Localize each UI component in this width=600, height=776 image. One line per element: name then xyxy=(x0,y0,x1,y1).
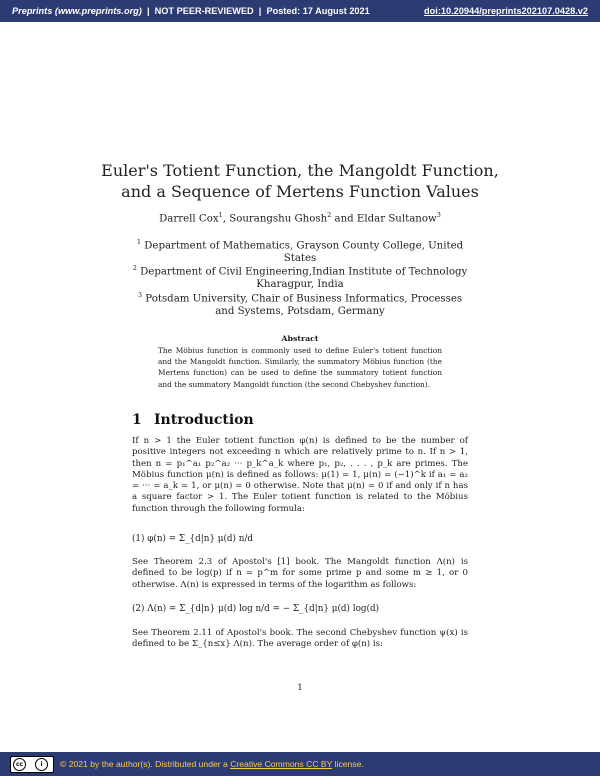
affiliation-1: $^1$ Department of Mathematics, Grayson County College, United States xyxy=(136,238,464,264)
equation-2: (2) Λ(n) = Σ_{d|n} μ(d) log n/d = − Σ_{d|n} μ(d) log(d) xyxy=(132,604,380,614)
author-2: Sourangshu Ghosh xyxy=(229,213,328,225)
preprint-header-bar: Preprints (www.preprints.org) | NOT PEER-REVIEWED | Posted: 17 August 2021 doi:10.20944/preprints202107.0428.v2 xyxy=(0,0,600,22)
posted-date: Posted: 17 August 2021 xyxy=(266,6,370,16)
preprints-link[interactable]: Preprints (www.preprints.org) xyxy=(12,6,142,16)
doi-link[interactable]: doi:10.20944/preprints202107.0428.v2 xyxy=(424,6,588,16)
equation-1: (1) φ(n) = Σ_{d|n} μ(d) n/d xyxy=(132,534,254,544)
page-number: 1 xyxy=(297,683,303,693)
abstract-text: The Möbius function is commonly used to define Euler's totient function and the Mangoldt function. Similarly, the summatory Möbius function (the Mertens function) can be used to define the summatory totient function and the summatory Mangoldt function (the second Chebyshev function). xyxy=(158,346,442,389)
cc-by-license-icon[interactable]: cc i xyxy=(10,756,54,773)
abstract-heading: Abstract xyxy=(281,334,319,343)
paragraph-2: See Theorem 2.3 of Apostol's [1] book. The Mangoldt function Λ(n) is defined to be log(p) if n = p^m for some prime p and some m ≥ 1, or 0 otherwise. Λ(n) is expressed in terms of the logarithm as follows: xyxy=(132,557,468,590)
author-3: Eldar Sultanow xyxy=(356,213,437,225)
affiliation-3: $^3$ Potsdam University, Chair of Business Informatics, Processes and Systems, Potsdam, Germany xyxy=(137,291,463,317)
peer-review-status: NOT PEER-REVIEWED xyxy=(154,6,254,16)
creative-commons-link[interactable]: Creative Commons CC BY xyxy=(230,759,333,769)
license-footer: cc i © 2021 by the author(s). Distributed under a Creative Commons CC BY license. xyxy=(0,752,600,776)
author-list: Darrell Cox$^1$, Sourangshu Ghosh$^2$ and Eldar Sultanow$^3$ xyxy=(159,211,441,225)
paragraph-1: If n > 1 the Euler totient function φ(n) is defined to be the number of positive integers not exceeding n which are relatively prime to n. If n > 1, then n = p₁^a₁ p₂^a₂ ··· p_k^a_k where p₁, p₂, . . . , p_k are primes. The Möbius function μ(n) is defined as follows: μ(1) = 1, μ(n) = (−1)^k if a₁ = a₂ = ··· = a_k = 1, or μ(n) = 0 otherwise. Note that μ(n) = 0 if and only if n has a square factor > 1. The Euler totient function is related to the Möbius function through the following formula: xyxy=(132,436,468,514)
paper-title: Euler's Totient Function, the Mangoldt Function, and a Sequence of Mertens Function Values xyxy=(101,161,499,201)
paragraph-3: See Theorem 2.11 of Apostol's book. The second Chebyshev function ψ(x) is defined to be Σ_{n≤x} Λ(n). The average order of φ(n) is: xyxy=(132,628,468,650)
section-heading: 1 Introduction xyxy=(132,412,254,428)
affiliation-2: $^2$ Department of Civil Engineering,Indian Institute of Technology Kharagpur, India xyxy=(132,264,468,290)
author-1: Darrell Cox xyxy=(159,213,219,225)
